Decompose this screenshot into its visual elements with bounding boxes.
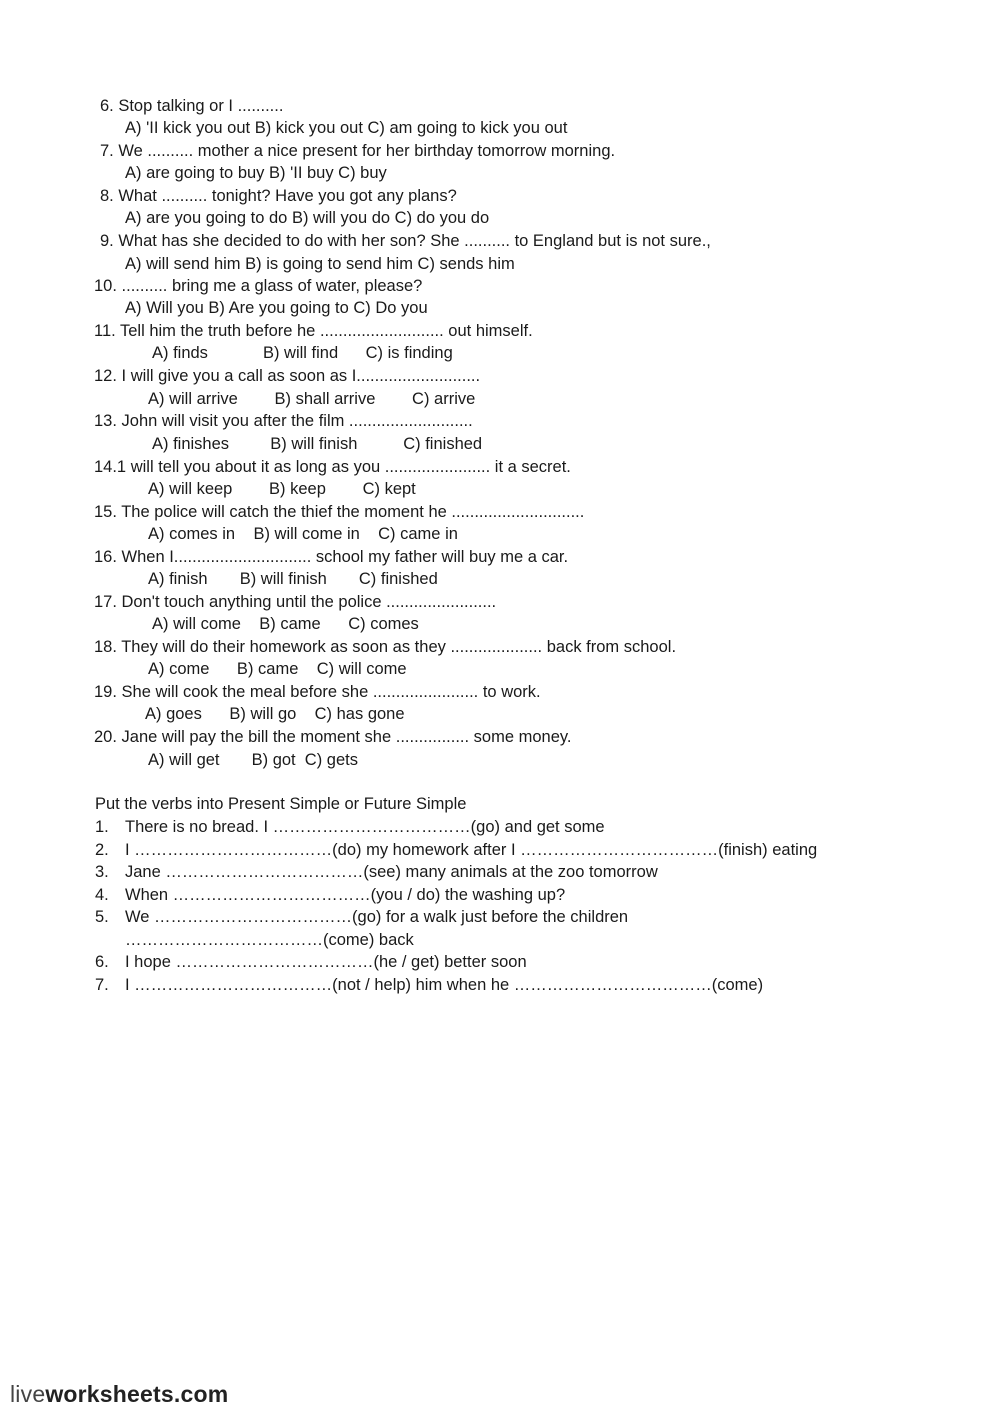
section-title: Put the verbs into Present Simple or Future Simple (95, 795, 467, 813)
question-11-options: A) finds B) will find C) is finding (152, 344, 453, 362)
exercise-item-continuation: ………………………………(come) back (125, 931, 414, 949)
question-11: 11. Tell him the truth before he ........................... out himself. (94, 322, 533, 340)
question-10: 10. .......... bring me a glass of water, please? (94, 277, 423, 295)
liveworksheets-logo (10, 1380, 228, 1408)
question-19: 19. She will cook the meal before she ....................... to work. (94, 683, 541, 701)
question-15: 15. The police will catch the thief the moment he ............................. (94, 503, 585, 521)
exercise-item-text: Jane ………………………………(see) many animals at the zoo tomorrow (125, 863, 658, 881)
logo-brand: worksheets (45, 1381, 174, 1407)
question-12: 12. I will give you a call as soon as I........................... (94, 367, 481, 385)
question-14: 14.1 will tell you about it as long as you ....................... it a secret. (94, 458, 571, 476)
question-18-options: A) come B) came C) will come (148, 660, 407, 678)
question-20: 20. Jane will pay the bill the moment she ................ some money. (94, 728, 572, 746)
question-9: 9. What has she decided to do with her son? She .......... to England but is not sure., (100, 232, 711, 250)
question-17-options: A) will come B) came C) comes (152, 615, 419, 633)
exercise-item-text: When ………………………………(you / do) the washing up? (125, 886, 566, 904)
exercise-item-text: I ………………………………(do) my homework after I ………………………………(finish) eating (125, 841, 818, 859)
question-9-options: A) will send him B) is going to send him C) sends him (125, 255, 515, 273)
question-7: 7. We .......... mother a nice present for her birthday tomorrow morning. (100, 142, 616, 160)
question-14-options: A) will keep B) keep C) kept (148, 480, 416, 498)
question-18: 18. They will do their homework as soon as they .................... back from school. (94, 638, 677, 656)
exercise-item-number: 3. (95, 863, 109, 881)
exercise-item-text: There is no bread. I ………………………………(go) and get some (125, 818, 605, 836)
question-13-options: A) finishes B) will finish C) finished (152, 435, 483, 453)
exercise-item-number: 4. (95, 886, 109, 904)
question-6-options: A) 'II kick you out B) kick you out C) am going to kick you out (125, 119, 568, 137)
question-6: 6. Stop talking or I .......... (100, 97, 284, 115)
question-12-options: A) will arrive B) shall arrive C) arrive (148, 390, 476, 408)
question-10-options: A) Will you B) Are you going to C) Do you (125, 299, 428, 317)
logo-prefix: live (10, 1381, 46, 1407)
exercise-item-text: I hope ………………………………(he / get) better soon (125, 953, 527, 971)
question-8-options: A) are you going to do B) will you do C) do you do (125, 209, 490, 227)
question-7-options: A) are going to buy B) 'II buy C) buy (125, 164, 387, 182)
question-20-options: A) will get B) got C) gets (148, 751, 358, 769)
exercise-item-number: 5. (95, 908, 109, 926)
question-15-options: A) comes in B) will come in C) came in (148, 525, 458, 543)
exercise-item-text: We ………………………………(go) for a walk just before the children (125, 908, 629, 926)
logo-tld: .com (173, 1381, 229, 1407)
exercise-item-number: 6. (95, 953, 109, 971)
question-8: 8. What .......... tonight? Have you got any plans? (100, 187, 457, 205)
exercise-item-text: I ………………………………(not / help) him when he ………………………………(come) (125, 976, 764, 994)
exercise-item-number: 2. (95, 841, 109, 859)
question-16-options: A) finish B) will finish C) finished (148, 570, 438, 588)
exercise-item-number: 1. (95, 818, 109, 836)
question-17: 17. Don't touch anything until the police ........................ (94, 593, 497, 611)
question-19-options: A) goes B) will go C) has gone (145, 705, 405, 723)
question-13: 13. John will visit you after the film ........................... (94, 412, 473, 430)
question-16: 16. When I.............................. school my father will buy me a car. (94, 548, 569, 566)
exercise-item-number: 7. (95, 976, 109, 994)
